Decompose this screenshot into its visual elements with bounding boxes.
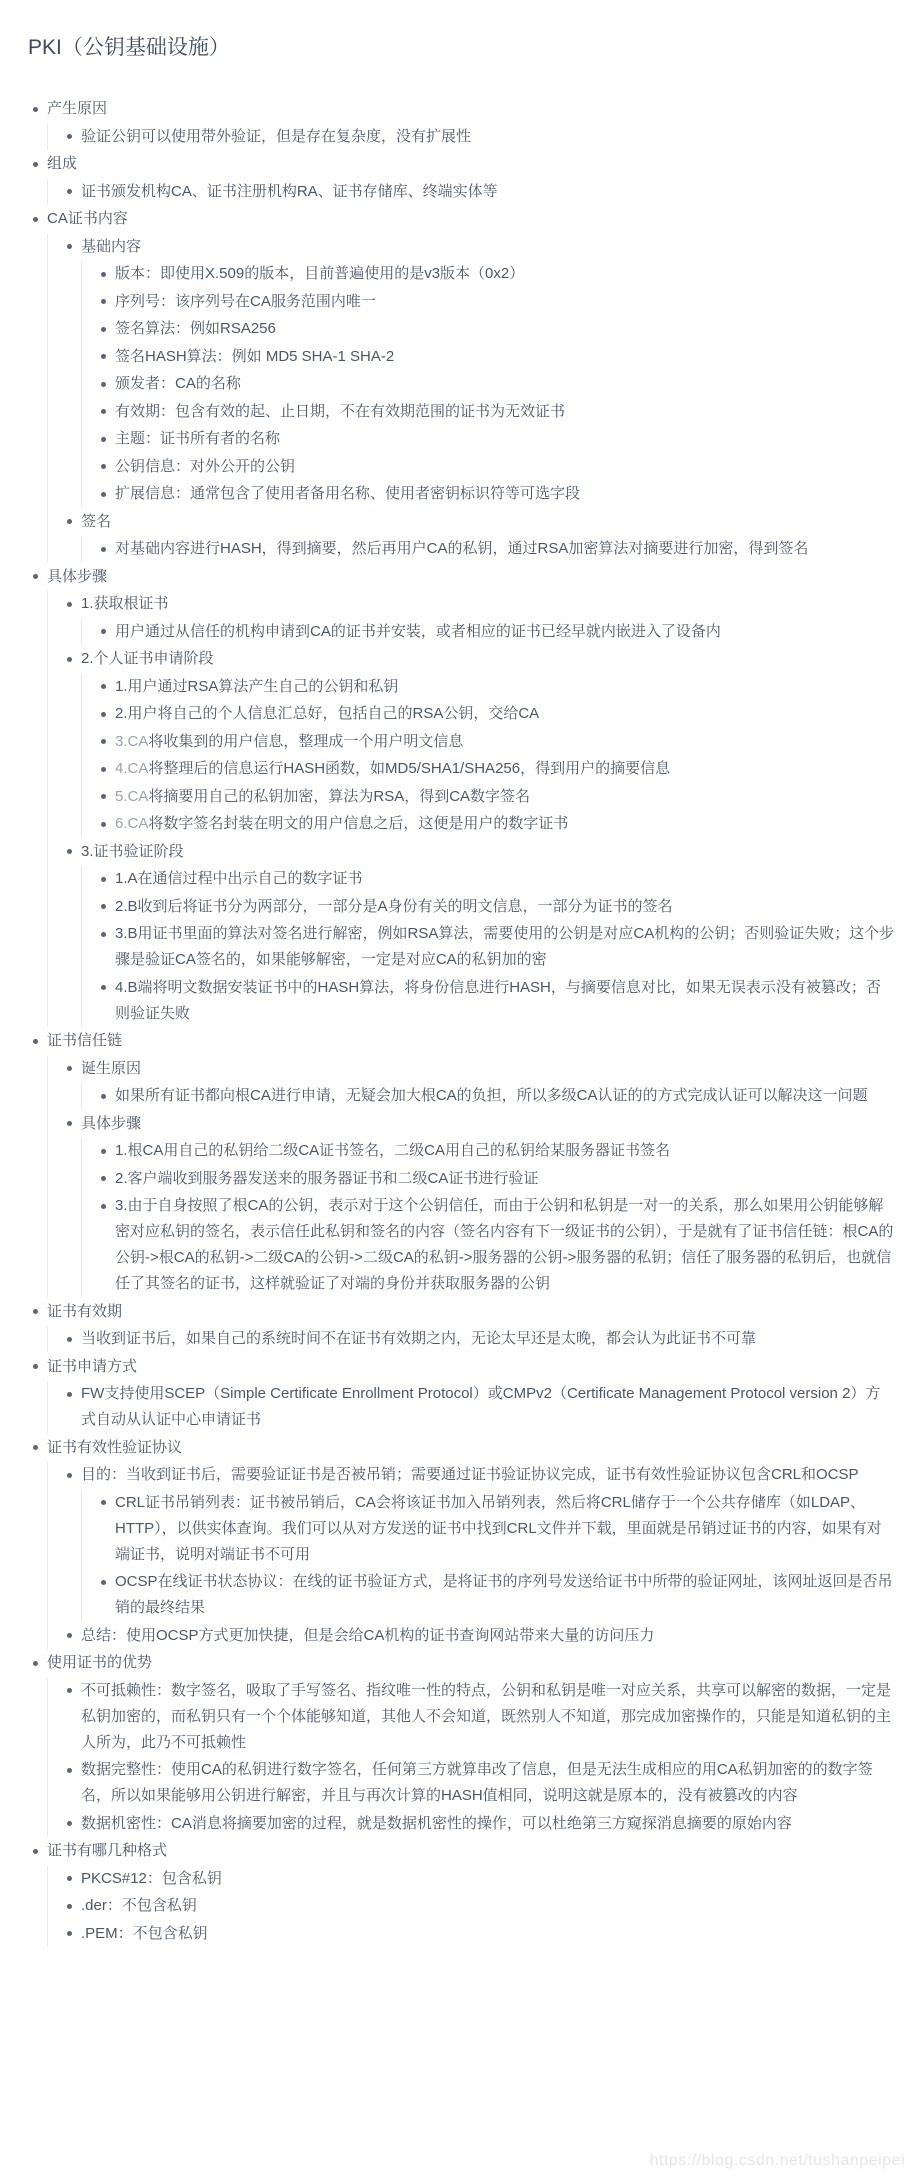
bullet-icon bbox=[101, 1580, 106, 1585]
list-item bbox=[82, 481, 895, 507]
list-item bbox=[82, 1193, 895, 1297]
bullet-icon bbox=[101, 409, 106, 414]
bullet-icon bbox=[101, 1094, 106, 1099]
outline-sublist bbox=[47, 1381, 895, 1433]
list-item-text bbox=[14, 1435, 895, 1461]
bullet-icon bbox=[101, 712, 106, 717]
list-item-label: 具体步骤 bbox=[81, 1114, 142, 1132]
bullet-icon bbox=[101, 629, 106, 634]
list-item-text bbox=[82, 1569, 895, 1621]
list-item-text bbox=[82, 701, 895, 727]
bullet-icon bbox=[67, 1904, 72, 1909]
list-item-text bbox=[48, 1623, 895, 1649]
list-item-label: 2.用户将自己的个人信息汇总好，包括自己的RSA公钥，交给CA bbox=[115, 705, 540, 722]
list-item-label: 证书有哪几种格式 bbox=[47, 1842, 168, 1859]
list-item bbox=[82, 536, 895, 562]
bullet-icon bbox=[101, 382, 106, 387]
list-item-label: 3.由于自身按照了根CA的公钥，表示对于这个公钥信任，而由于公钥和私钥是一对一的关系，那么如果用公钥能够解密对应私钥的签名，表示信任此私钥和签名的内容（签名内容有下一级证书的公钥），于是就有了证书信任链：根CA的公钥->根CA的私钥->二级CA的公钥->二级CA的私钥->服务器的公钥->服务器的私钥；信任了服务器的私钥后，也就信任了其签名的证书，这样就验证了对端的身份并获取服务器的公钥 bbox=[115, 1197, 894, 1292]
list-item-label: 使用证书的优势 bbox=[47, 1654, 153, 1671]
bullet-icon bbox=[101, 464, 106, 469]
muted-step-prefix: 6.CA bbox=[115, 815, 149, 832]
list-item bbox=[82, 619, 895, 645]
list-item bbox=[14, 1838, 895, 1947]
list-item bbox=[48, 1326, 895, 1352]
bullet-icon bbox=[33, 1849, 38, 1854]
list-item-label: 1.A在通信过程中出示自己的数字证书 bbox=[115, 870, 363, 887]
bullet-icon bbox=[101, 877, 106, 882]
bullet-icon bbox=[67, 1121, 72, 1126]
list-item-label: 数据机密性：CA消息将摘要加密的过程，就是数据机密性的操作，可以杜绝第三方窥探消息摘要的原始内容 bbox=[81, 1814, 792, 1832]
list-item bbox=[14, 206, 895, 562]
list-item bbox=[82, 371, 895, 397]
list-item-text bbox=[82, 784, 895, 810]
list-item bbox=[48, 1866, 895, 1892]
list-item bbox=[48, 179, 895, 205]
list-item bbox=[82, 1083, 895, 1109]
list-item-text bbox=[14, 1650, 895, 1676]
list-item bbox=[48, 591, 895, 645]
list-item-text bbox=[48, 1381, 895, 1433]
list-item bbox=[82, 894, 895, 920]
outline-sublist bbox=[47, 1462, 895, 1649]
bullet-icon bbox=[67, 519, 72, 524]
list-item bbox=[82, 1569, 895, 1621]
list-item-label: 4.CA将整理后的信息运行HASH函数，如MD5/SHA1/SHA256，得到用户的摘要信息 bbox=[115, 760, 671, 777]
list-item-text bbox=[82, 756, 895, 782]
list-item-text bbox=[82, 454, 895, 480]
list-item-label: 当收到证书后，如果自己的系统时间不在证书有效期之内，无论太早还是太晚，都会认为此证书不可靠 bbox=[81, 1330, 757, 1347]
bullet-icon bbox=[101, 272, 106, 277]
list-item-text bbox=[82, 674, 895, 700]
list-item bbox=[14, 1650, 895, 1837]
list-item-label: 版本：即使用X.509的版本，目前普遍使用的是v3版本（0x2） bbox=[115, 265, 525, 282]
bullet-icon bbox=[67, 1337, 72, 1342]
bullet-icon bbox=[67, 849, 72, 854]
list-item bbox=[82, 1490, 895, 1568]
list-item-label: 3.证书验证阶段 bbox=[81, 842, 184, 860]
muted-step-prefix: 3.CA bbox=[115, 732, 149, 750]
list-item bbox=[48, 1381, 895, 1433]
list-item bbox=[48, 1921, 895, 1947]
bullet-icon bbox=[101, 299, 106, 304]
list-item-label: 1.用户通过RSA算法产生自己的公钥和私钥 bbox=[115, 677, 399, 695]
list-item-label: 1.获取根证书 bbox=[81, 595, 169, 612]
list-item-text bbox=[48, 839, 895, 865]
list-item bbox=[48, 646, 895, 837]
list-item-label: 4.B端将明文数据安装证书中的HASH算法，将身份信息进行HASH，与摘要信息对比，如果无误表示没有被篡改；否则验证失败 bbox=[115, 978, 881, 1022]
bullet-icon bbox=[101, 547, 106, 552]
list-item-text bbox=[48, 1893, 895, 1919]
list-item-label: 目的：当收到证书后，需要验证证书是否被吊销；需要通过证书验证协议完成，证书有效性验证协议包含CRL和OCSP bbox=[81, 1466, 859, 1483]
bullet-icon bbox=[67, 1821, 72, 1826]
list-item bbox=[48, 839, 895, 1027]
list-item bbox=[82, 399, 895, 425]
list-item-label: 签名HASH算法：例如 MD5 SHA-1 SHA-2 bbox=[115, 347, 395, 365]
list-item-text bbox=[82, 481, 895, 507]
list-item-text bbox=[48, 509, 895, 535]
list-item-label: 证书颁发机构CA、证书注册机构RA、证书存储库、终端实体等 bbox=[81, 182, 498, 200]
list-item-label: PKCS#12：包含私钥 bbox=[81, 1869, 222, 1887]
list-item-text bbox=[48, 646, 895, 672]
list-item-label: 验证公钥可以使用带外验证，但是存在复杂度，没有扩展性 bbox=[81, 127, 472, 145]
list-item-text bbox=[82, 866, 895, 892]
list-item-text bbox=[48, 1866, 895, 1892]
list-item-text bbox=[82, 619, 895, 645]
bullet-icon bbox=[33, 1039, 38, 1044]
outline-sublist bbox=[47, 234, 895, 563]
list-item-label: 3.B用证书里面的算法对签名进行解密，例如RSA算法，需要使用的公钥是对应CA机构的公钥；否则验证失败；这个步骤是验证CA签名的，如果能够解密，一定是对应CA的私钥加的密 bbox=[115, 925, 895, 968]
bullet-icon bbox=[33, 1445, 38, 1450]
bullet-icon bbox=[101, 932, 106, 937]
list-item bbox=[48, 1811, 895, 1837]
list-item-label: 诞生原因 bbox=[81, 1059, 142, 1077]
list-item-text bbox=[82, 1193, 895, 1297]
list-item-text bbox=[14, 96, 895, 122]
bullet-icon bbox=[101, 739, 106, 744]
outline-sublist bbox=[47, 1866, 895, 1947]
bullet-icon bbox=[101, 1176, 106, 1181]
list-item-text bbox=[14, 151, 895, 177]
list-item-label: 序列号：该序列号在CA服务范围内唯一 bbox=[115, 292, 376, 310]
bullet-icon bbox=[33, 1661, 38, 1666]
list-item-label: 2.B收到后将证书分为两部分，一部分是A身份有关的明文信息，一部分为证书的签名 bbox=[115, 897, 673, 915]
list-item-label: 基础内容 bbox=[81, 237, 142, 255]
bullet-icon bbox=[101, 1149, 106, 1154]
list-item bbox=[14, 96, 895, 150]
list-item-label: 公钥信息：对外公开的公钥 bbox=[115, 457, 296, 475]
list-item bbox=[14, 151, 895, 205]
bullet-icon bbox=[101, 904, 106, 909]
list-item-text bbox=[82, 316, 895, 342]
list-item-label: 签名算法：例如RSA256 bbox=[115, 320, 276, 337]
bullet-icon bbox=[67, 244, 72, 249]
outline-sublist bbox=[47, 1678, 895, 1837]
list-item bbox=[14, 1354, 895, 1434]
list-item-text bbox=[82, 1490, 895, 1568]
list-item-label: OCSP在线证书状态协议：在线的证书验证方式，是将证书的序列号发送给证书中所带的验证网址，该网址返回是否吊销的最终结果 bbox=[115, 1573, 893, 1616]
bullet-icon bbox=[101, 684, 106, 689]
bullet-icon bbox=[67, 602, 72, 607]
list-item-text bbox=[82, 1083, 895, 1109]
list-item-label: .der：不包含私钥 bbox=[81, 1897, 197, 1914]
outline-sublist bbox=[81, 1083, 895, 1109]
list-item-label: 具体步骤 bbox=[47, 567, 108, 585]
list-item-label: 1.根CA用自己的私钥给二级CA证书签名，二级CA用自己的私钥给某服务器证书签名 bbox=[115, 1142, 671, 1159]
list-item bbox=[48, 1111, 895, 1298]
list-item bbox=[82, 289, 895, 315]
list-item bbox=[14, 1299, 895, 1353]
list-item-label: 2.客户端收到服务器发送来的服务器证书和二级CA证书进行验证 bbox=[115, 1169, 539, 1187]
list-item-text bbox=[14, 1028, 895, 1054]
list-item bbox=[48, 1623, 895, 1649]
outline-sublist bbox=[81, 619, 895, 645]
outline-sublist bbox=[81, 674, 895, 838]
list-item-label: 5.CA将摘要用自己的私钥加密，算法为RSA，得到CA数字签名 bbox=[115, 787, 531, 805]
list-item-text bbox=[82, 426, 895, 452]
list-item bbox=[48, 1893, 895, 1919]
bullet-icon bbox=[67, 1473, 72, 1478]
bullet-icon bbox=[101, 985, 106, 990]
bullet-icon bbox=[67, 1633, 72, 1638]
list-item-text bbox=[48, 1921, 895, 1947]
list-item-label: 组成 bbox=[47, 155, 78, 172]
list-item-text bbox=[48, 1326, 895, 1352]
list-item-label: .PEM：不包含私钥 bbox=[81, 1924, 208, 1942]
list-item bbox=[48, 1678, 895, 1756]
bullet-icon bbox=[101, 794, 106, 799]
list-item-label: 用户通过从信任的机构申请到CA的证书并安装，或者相应的证书已经早就内嵌进入了设备内 bbox=[115, 622, 721, 640]
list-item bbox=[14, 564, 895, 1027]
list-item-text bbox=[82, 1166, 895, 1192]
list-item bbox=[82, 811, 895, 837]
bullet-icon bbox=[67, 134, 72, 139]
bullet-icon bbox=[67, 1768, 72, 1773]
muted-step-prefix: 4.CA bbox=[115, 760, 149, 777]
list-item-label: 证书有效性验证协议 bbox=[47, 1438, 183, 1456]
list-item-label: 有效期：包含有效的起、止日期，不在有效期范围的证书为无效证书 bbox=[115, 402, 566, 420]
list-item bbox=[48, 1462, 895, 1621]
list-item-text bbox=[48, 1111, 895, 1137]
outline-sublist bbox=[81, 866, 895, 1027]
list-item-label: FW支持使用SCEP（Simple Certificate Enrollment Protocol）或CMPv2（Certificate Management Protocol version 2）方式自动从认证中心申请证书 bbox=[81, 1385, 881, 1428]
list-item-label: 产生原因 bbox=[47, 100, 108, 117]
list-item bbox=[48, 234, 895, 508]
list-item-text bbox=[48, 234, 895, 260]
list-item-label: 证书有效期 bbox=[47, 1302, 123, 1320]
list-item-label: CA证书内容 bbox=[47, 210, 128, 227]
list-item-label: 签名 bbox=[81, 512, 112, 530]
bullet-icon bbox=[33, 107, 38, 112]
list-item bbox=[48, 509, 895, 563]
outline-root bbox=[14, 96, 895, 1947]
list-item bbox=[82, 454, 895, 480]
list-item bbox=[82, 729, 895, 755]
outline-list bbox=[14, 96, 895, 1947]
muted-step-prefix: 5.CA bbox=[115, 787, 149, 805]
list-item bbox=[48, 124, 895, 150]
bullet-icon bbox=[33, 162, 38, 167]
list-item bbox=[14, 1435, 895, 1649]
list-item bbox=[14, 1028, 895, 1297]
list-item-label: 证书申请方式 bbox=[47, 1357, 138, 1375]
bullet-icon bbox=[101, 1204, 106, 1209]
list-item-text bbox=[82, 261, 895, 287]
list-item-text bbox=[82, 975, 895, 1027]
bullet-icon bbox=[33, 1309, 38, 1314]
outline-sublist bbox=[47, 179, 895, 205]
list-item bbox=[82, 784, 895, 810]
list-item bbox=[82, 316, 895, 342]
list-item bbox=[82, 756, 895, 782]
bullet-icon bbox=[101, 354, 106, 359]
list-item-text bbox=[14, 1838, 895, 1864]
list-item-text bbox=[48, 1056, 895, 1082]
list-item-text bbox=[82, 729, 895, 755]
list-item-text bbox=[48, 1811, 895, 1837]
list-item-label: 不可抵赖性：数字签名，吸取了手写签名、指纹唯一性的特点，公钥和私钥是唯一对应关系，共享可以解密的数据，一定是私钥加密的，而私钥只有一个个体能够知道，其他人不会知道，既然别人不知道，那完成加密操作的，只能是知道私钥的主人所为，此乃不可抵赖性 bbox=[81, 1681, 892, 1751]
list-item-text bbox=[14, 1354, 895, 1380]
list-item-text bbox=[14, 1299, 895, 1325]
list-item-label: 主题：证书所有者的名称 bbox=[115, 430, 281, 447]
list-item-text bbox=[48, 179, 895, 205]
outline-sublist bbox=[81, 261, 895, 507]
outline-sublist bbox=[47, 1326, 895, 1352]
list-item-label: 总结：使用OCSP方式更加快捷，但是会给CA机构的证书查询网站带来大量的访问压力 bbox=[81, 1626, 655, 1644]
bullet-icon bbox=[67, 1876, 72, 1881]
list-item-label: 数据完整性：使用CA的私钥进行数字签名，任何第三方就算串改了信息，但是无法生成相应的用CA私钥加密的的数字签名，所以如果能够用公钥进行解密，并且与再次计算的HASH值相同，说明这就是原本的，没有被篡改的内容 bbox=[81, 1761, 873, 1804]
list-item-text bbox=[82, 399, 895, 425]
outline-sublist bbox=[47, 124, 895, 150]
list-item-label: 6.CA将数字签名封装在明文的用户信息之后，这便是用户的数字证书 bbox=[115, 815, 569, 832]
list-item-label: 3.CA将收集到的用户信息，整理成一个用户明文信息 bbox=[115, 732, 464, 750]
list-item-label: CRL证书吊销列表：证书被吊销后，CA会将该证书加入吊销列表，然后将CRL储存于一个公共存储库（如LDAP、HTTP），以供实体查询。我们可以从对方发送的证书中找到CRL文件并下载，里面就是吊销过证书的内容，如果有对端证书，说明对端证书不可用 bbox=[115, 1493, 882, 1563]
list-item bbox=[82, 701, 895, 727]
bullet-icon bbox=[101, 1500, 106, 1505]
list-item bbox=[82, 426, 895, 452]
list-item-text bbox=[82, 289, 895, 315]
outline-sublist bbox=[47, 591, 895, 1027]
list-item bbox=[82, 261, 895, 287]
list-item-text bbox=[82, 894, 895, 920]
bullet-icon bbox=[67, 1688, 72, 1693]
bullet-icon bbox=[101, 822, 106, 827]
list-item-text bbox=[82, 921, 895, 973]
list-item-text bbox=[82, 344, 895, 370]
outline-sublist bbox=[47, 1056, 895, 1298]
bullet-icon bbox=[101, 767, 106, 772]
list-item-text bbox=[82, 536, 895, 562]
bullet-icon bbox=[67, 1392, 72, 1397]
bullet-icon bbox=[67, 1931, 72, 1936]
bullet-icon bbox=[101, 437, 106, 442]
list-item-label: 证书信任链 bbox=[47, 1032, 123, 1049]
list-item-text bbox=[48, 1757, 895, 1809]
list-item-text bbox=[14, 564, 895, 590]
list-item-text bbox=[48, 591, 895, 617]
bullet-icon bbox=[101, 327, 106, 332]
list-item-text bbox=[82, 371, 895, 397]
list-item-text bbox=[48, 124, 895, 150]
list-item-text bbox=[82, 811, 895, 837]
list-item bbox=[82, 1138, 895, 1164]
list-item bbox=[82, 344, 895, 370]
list-item-label: 2.个人证书申请阶段 bbox=[81, 650, 214, 667]
list-item-text bbox=[82, 1138, 895, 1164]
list-item bbox=[82, 1166, 895, 1192]
page-title: PKI（公钥基础设施） bbox=[28, 36, 230, 59]
list-item bbox=[82, 674, 895, 700]
list-item-label: 颁发者：CA的名称 bbox=[115, 375, 241, 392]
list-item bbox=[48, 1056, 895, 1110]
list-item-label: 对基础内容进行HASH，得到摘要，然后再用户CA的私钥，通过RSA加密算法对摘要进行加密，得到签名 bbox=[115, 540, 809, 557]
bullet-icon bbox=[33, 1364, 38, 1369]
bullet-icon bbox=[33, 217, 38, 222]
list-item-text bbox=[48, 1678, 895, 1756]
bullet-icon bbox=[101, 492, 106, 497]
watermark-link: https://blog.csdn.net/tushanpeipei bbox=[649, 2152, 905, 2169]
bullet-icon bbox=[67, 1066, 72, 1071]
list-item bbox=[82, 866, 895, 892]
outline-sublist bbox=[81, 1490, 895, 1622]
list-item-text bbox=[48, 1462, 895, 1488]
list-item bbox=[82, 921, 895, 973]
bullet-icon bbox=[67, 657, 72, 662]
outline-sublist bbox=[81, 1138, 895, 1297]
bullet-icon bbox=[67, 189, 72, 194]
list-item bbox=[82, 975, 895, 1027]
list-item-text bbox=[14, 206, 895, 232]
list-item-label: 扩展信息：通常包含了使用者备用名称、使用者密钥标识符等可选字段 bbox=[115, 485, 581, 502]
bullet-icon bbox=[33, 574, 38, 579]
outline-sublist bbox=[81, 536, 895, 562]
list-item bbox=[48, 1757, 895, 1809]
list-item-label: 如果所有证书都向根CA进行申请，无疑会加大根CA的负担，所以多级CA认证的的方式完成认证可以解决这一问题 bbox=[115, 1087, 868, 1104]
